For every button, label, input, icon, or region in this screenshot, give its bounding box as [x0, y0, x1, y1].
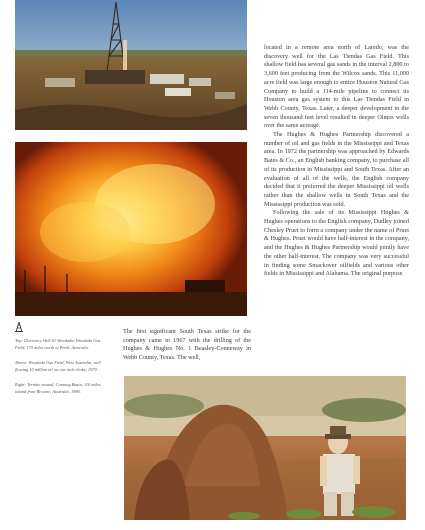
- caption-above: Above: Woodada Gas Field, West Australia, well flowing 10 million m³ on one inch choke, 1979.: [15, 360, 101, 372]
- paragraph: The Hughes & Hughes Partnership discovered a number of oil and gas fields in the Mississippi and Texas area. In 1972 the partnership was approached by Edwards Bates & Co., an English banking company, to purchase all of its production in Mississippi and South Texas. After an evaluation of all of the wells, the English company decided that it preferred the deeper Mississippi oil wells rather than the shallow wells in South Texas and the Mississippi production was sold.: [264, 131, 409, 208]
- derrick-icon: [15, 322, 23, 332]
- caption-right: Right: Termite mound, Canning Basin, 110 miles inland from Broome, Australia, 1980.: [15, 382, 101, 394]
- body-column-right: [264, 44, 409, 279]
- caption-top: Top: Discovery Well #1 Woodada, Woodada Gas Field, 175 miles north of Perth, Australia.: [15, 338, 101, 350]
- photo-termite-mound: [124, 376, 406, 520]
- paragraph: located in a remote area north of Laredo, was the discovery well for the Las Tiendas Gas Field. This shallow field has several gas sands in the interval 2,800 to 3,600 feet producing from the Wilcox sands. This 11,000 acre field was large enough to entice Houston Natural Gas Company to build a 114-mile pipeline to connect its Houston area gas system to this Las Tiendas Field in Webb County, Texas. Later, a deeper development in the seven thousand feet level resulted in deeper Olmos wells over the same acreage.: [264, 44, 409, 130]
- body-column-middle: [123, 328, 251, 363]
- photo-gas-flare: [15, 142, 247, 316]
- photo-captions: [15, 322, 107, 405]
- paragraph: The first significant South Texas strike for the company came in 1967 with the drilling of the Hughes & Hughes No. 1 Beasley-Conneway in Webb County, Texas. The well,: [123, 328, 251, 362]
- paragraph: Following the sale of its Mississippi Hughes & Hughes operations to the English company, Dudley joined Chesley Pruet to form a company under the name of Pruet & Hughes. Pruet would have half-interest in the company, and the Hughes & Hughes Partnership would jointly have the other half-interest. The company was very successful in finding some Smackover oilfields and various other fields in Mississippi and Alabama. The original purpose: [264, 209, 409, 278]
- photo-discovery-well: [15, 0, 247, 130]
